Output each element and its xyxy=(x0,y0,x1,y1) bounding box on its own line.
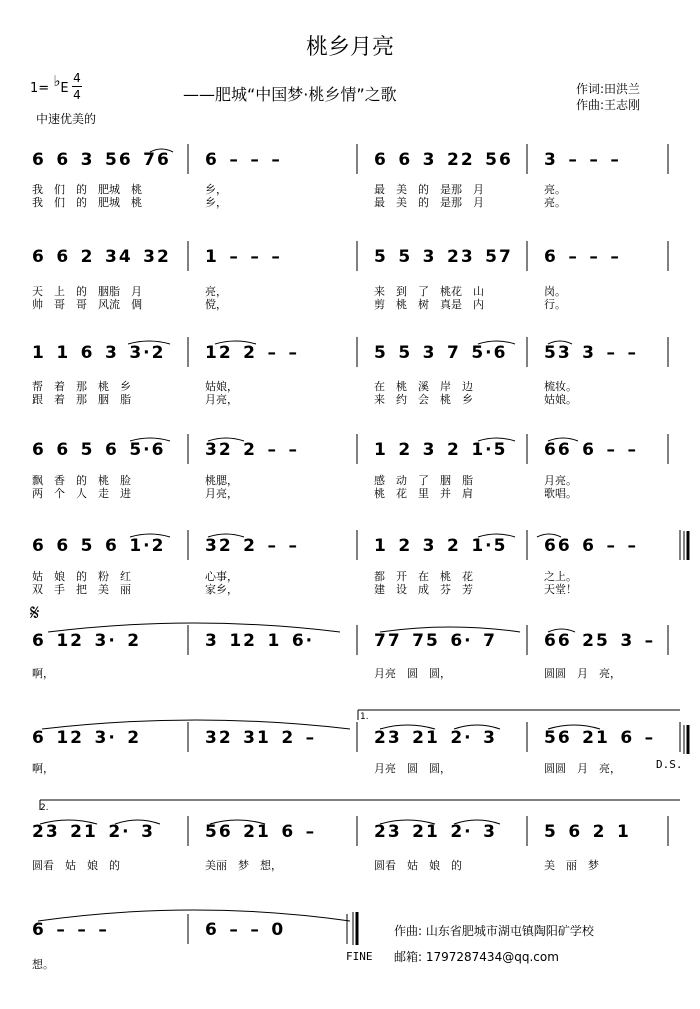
lyric-5-l2-2: 家乡， xyxy=(205,583,238,596)
slur-arc xyxy=(548,341,572,344)
composer-credit: 作曲:王志刚 xyxy=(576,98,641,112)
slur-arc xyxy=(215,341,256,344)
measure-5-4: 66 6 – – xyxy=(544,536,638,556)
lyric-1-l1-2: 乡， xyxy=(205,183,227,196)
ds-marking: D.S. xyxy=(656,758,683,771)
slur-arc xyxy=(478,341,515,344)
lyric-4-l1-2: 桃腮， xyxy=(205,474,238,487)
volta-2-label: 2. xyxy=(40,803,49,813)
lyric-4-l2-1: 两 个 人 走 进 xyxy=(32,487,131,500)
lyric-2-l2-2: 傥， xyxy=(205,298,227,311)
lyric-3-l2-4: 姑娘。 xyxy=(544,393,577,406)
fine-marking: FINE xyxy=(346,950,373,963)
measure-8-1: 23 21 2· 3 xyxy=(32,822,155,842)
lyric-7-l1-1: 啊， xyxy=(32,762,54,775)
slur-arc xyxy=(130,438,170,441)
lyric-2-l1-2: 亮， xyxy=(205,285,227,298)
lyric-5-l1-3: 都 开 在 桃 花 xyxy=(374,570,473,583)
measure-5-3: 1 2 3 2 1·5 xyxy=(374,536,508,556)
slur-arc xyxy=(478,534,515,537)
slur-arc xyxy=(380,725,435,729)
slur-arc xyxy=(42,720,350,729)
slur-arc xyxy=(537,534,561,537)
lyric-2-l1-4: 岗。 xyxy=(544,285,566,298)
measure-1-4: 3 – – – xyxy=(544,150,621,170)
lyric-1-l2-2: 乡， xyxy=(205,196,227,209)
credit-line-2: 邮箱: 1797287434@qq.com xyxy=(394,950,559,964)
slur-arc xyxy=(115,820,160,824)
lyric-4-l2-2: 月亮， xyxy=(205,487,238,500)
slur-arc xyxy=(454,820,500,824)
key-label: 1= xyxy=(30,81,50,96)
slur-arc xyxy=(548,629,575,632)
slur-arc xyxy=(548,725,600,729)
lyric-8-l1-3: 圆看 姑 娘 的 xyxy=(374,859,462,872)
lyric-5-l2-1: 双 手 把 美 丽 xyxy=(32,583,131,596)
key-letter: E xyxy=(60,81,69,96)
lyric-3-l1-4: 梳妆。 xyxy=(544,380,577,393)
lyric-4-l1-1: 飘 香 的 桃 脸 xyxy=(32,474,131,487)
lyric-2-l1-3: 来 到 了 桃花 山 xyxy=(374,285,484,298)
lyric-6-l1-1: 啊， xyxy=(32,667,54,680)
lyric-3-l2-2: 月亮， xyxy=(205,393,238,406)
tempo-marking: 中速优美的 xyxy=(36,112,97,126)
lyric-1-l2-4: 亮。 xyxy=(544,196,566,209)
measure-7-4: 56 21 6 – xyxy=(544,728,656,748)
measure-2-3: 5 5 3 23 57 xyxy=(374,247,513,267)
slur-arc xyxy=(478,438,515,441)
lyricist-credit: 作词:田洪兰 xyxy=(576,82,641,96)
measure-5-2: 32 2 – – xyxy=(205,536,299,556)
lyric-3-l2-1: 跟 着 那 胭 脂 xyxy=(32,393,131,406)
measure-3-2: 12 2 – – xyxy=(205,343,299,363)
measure-8-4: 5 6 2 1 xyxy=(544,822,631,842)
lyric-1-l1-1: 我 们 的 肥城 桃 xyxy=(32,183,142,196)
measure-4-2: 32 2 – – xyxy=(205,440,299,460)
measure-7-2: 32 31 2 – xyxy=(205,728,317,748)
lyric-8-l1-2: 美丽 梦 想， xyxy=(205,859,282,872)
lyric-6-l1-3: 月亮 圆 圆， xyxy=(374,667,451,680)
slur-arc xyxy=(150,149,173,152)
slur-arc xyxy=(48,623,340,632)
slur-arc xyxy=(40,820,97,824)
credit-line-1: 作曲: 山东省肥城市湖屯镇陶阳矿学校 xyxy=(394,924,594,938)
lyric-4-l1-4: 月亮。 xyxy=(544,474,577,487)
slur-arc xyxy=(380,820,435,824)
slur-arc xyxy=(208,438,244,441)
flat-symbol: ♭ xyxy=(53,72,61,90)
slur-arc xyxy=(38,910,350,921)
slur-arc xyxy=(130,534,170,537)
slur-arc xyxy=(548,438,578,441)
measure-6-2: 3 12 1 6· xyxy=(205,631,315,651)
measure-3-4: 53 3 – – xyxy=(544,343,638,363)
time-bottom: 4 xyxy=(73,88,81,102)
measure-9-2: 6 – – 0 xyxy=(205,920,286,940)
song-title: 桃乡月亮 xyxy=(305,35,394,60)
lyric-1-l2-3: 最 美 的 是那 月 xyxy=(374,196,484,209)
lyric-7-l1-3: 月亮 圆 圆， xyxy=(374,762,451,775)
measure-1-3: 6 6 3 22 56 xyxy=(374,150,513,170)
measure-8-2: 56 21 6 – xyxy=(205,822,317,842)
segno-sign: 𝄋 xyxy=(30,601,40,626)
lyric-4-l2-3: 桃 花 里 并 肩 xyxy=(374,487,473,500)
lyric-1-l1-4: 亮。 xyxy=(544,183,566,196)
lyric-1-l2-1: 我 们 的 肥城 桃 xyxy=(32,196,142,209)
song-subtitle: ——肥城“中国梦·桃乡情”之歌 xyxy=(183,85,397,104)
slur-arc xyxy=(454,725,500,729)
measure-2-4: 6 – – – xyxy=(544,247,621,267)
time-top: 4 xyxy=(73,71,81,85)
measure-6-1: 6 12 3· 2 xyxy=(32,631,142,651)
lyric-6-l1-4: 圆圆 月 亮， xyxy=(544,667,621,680)
lyric-3-l1-1: 帮 着 那 桃 乡 xyxy=(32,380,131,393)
lyric-4-l2-4: 歌唱。 xyxy=(544,487,577,500)
lyric-3-l1-3: 在 桃 溪 岸 边 xyxy=(374,380,473,393)
lyric-8-l1-4: 美 丽 梦 xyxy=(544,859,599,872)
measure-2-2: 1 – – – xyxy=(205,247,282,267)
measure-7-1: 6 12 3· 2 xyxy=(32,728,142,748)
lyric-5-l1-1: 姑 娘 的 粉 红 xyxy=(32,570,131,583)
measure-6-4: 66 25 3 – xyxy=(544,631,656,651)
measure-1-1: 6 6 3 56 76 xyxy=(32,150,171,170)
lyric-5-l2-4: 天堂！ xyxy=(544,583,577,596)
lyric-3-l1-2: 姑娘， xyxy=(205,380,238,393)
measure-3-1: 1 1 6 3 3·2 xyxy=(32,343,166,363)
measure-6-3: 77 75 6· 7 xyxy=(374,631,497,651)
measure-4-3: 1 2 3 2 1·5 xyxy=(374,440,508,460)
lyric-4-l1-3: 感 动 了 胭 脂 xyxy=(374,474,473,487)
slur-arc xyxy=(208,534,244,537)
lyric-8-l1-1: 圆看 姑 娘 的 xyxy=(32,859,120,872)
lyric-5-l1-2: 心事， xyxy=(205,570,238,583)
lyric-2-l1-1: 天 上 的 胭脂 月 xyxy=(32,285,142,298)
slur-arc xyxy=(128,341,170,344)
measure-9-1: 6 – – – xyxy=(32,920,109,940)
lyric-1-l1-3: 最 美 的 是那 月 xyxy=(374,183,484,196)
slur-arc xyxy=(210,820,265,824)
measure-3-3: 5 5 3 7 5·6 xyxy=(374,343,508,363)
measure-2-1: 6 6 2 34 32 xyxy=(32,247,171,267)
measure-7-3: 23 21 2· 3 xyxy=(374,728,497,748)
measure-1-2: 6 – – – xyxy=(205,150,282,170)
lyric-9-l1-1: 想。 xyxy=(32,958,54,971)
measure-4-1: 6 6 5 6 5·6 xyxy=(32,440,166,460)
lyric-3-l2-3: 来 约 会 桃 乡 xyxy=(374,393,473,406)
volta-1-label: 1. xyxy=(360,712,369,722)
lyric-2-l2-4: 行。 xyxy=(544,298,566,311)
lyric-2-l2-3: 剪 桃 树 真是 内 xyxy=(374,298,484,311)
measure-5-1: 6 6 5 6 1·2 xyxy=(32,536,166,556)
lyric-2-l2-1: 帅 哥 哥 风流 倜 xyxy=(32,298,142,311)
measure-4-4: 66 6 – – xyxy=(544,440,638,460)
lyric-7-l1-4: 圆圆 月 亮， xyxy=(544,762,621,775)
slur-arc xyxy=(380,627,520,632)
lyric-5-l2-3: 建 设 成 芬 芳 xyxy=(374,583,473,596)
measure-8-3: 23 21 2· 3 xyxy=(374,822,497,842)
lyric-5-l1-4: 之上。 xyxy=(544,570,577,583)
